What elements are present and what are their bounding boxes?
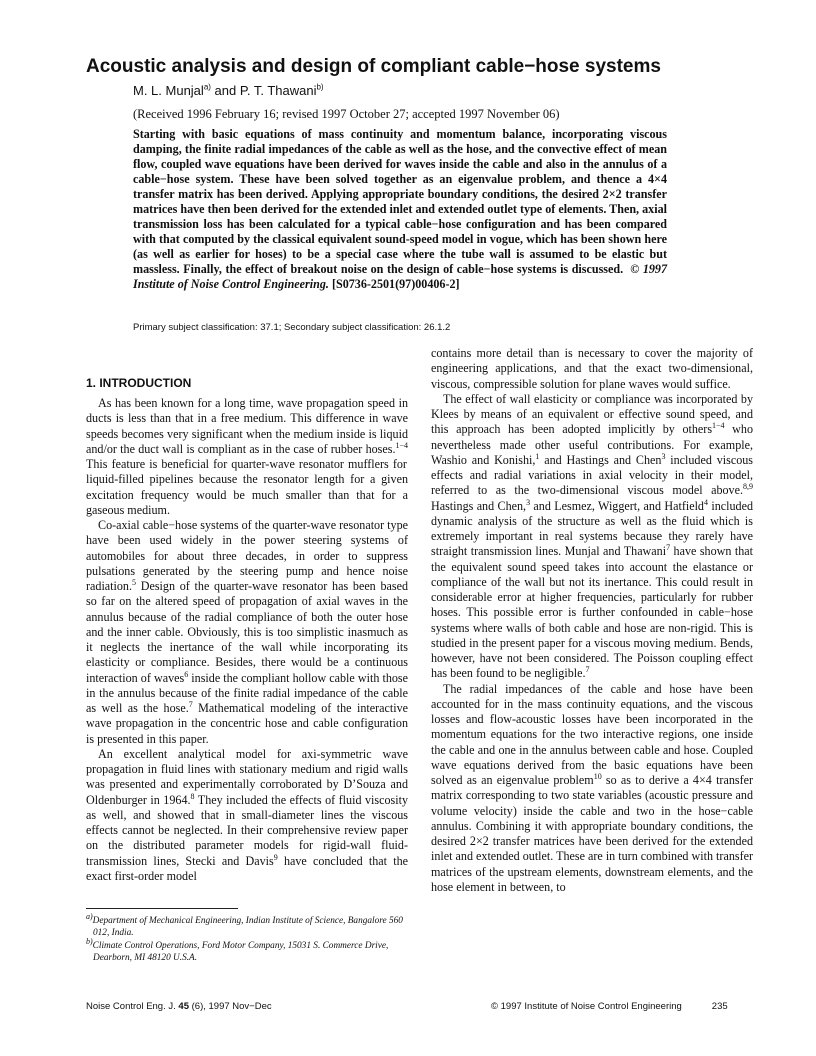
paragraph-text: The effect of wall elasticity or compliance was incorporated by Klees by means of an equivalent or effective sound speed, and this approach has been adopted implicitly by others	[431, 391, 753, 437]
paragraph-text: Design of the quarter-wave resonator has been based so far on the altered speed of propagation of axial waves in the annulus because of the radial compliance of both the outer hose and the inner cable. Obviously, this is too simplistic inasmuch as it neglects the inertance of the wall while incorporating its elasticity or compliance. Besides, there would be a continuous interaction of waves	[86, 579, 408, 685]
author-name: M. L. Munjal	[133, 83, 204, 98]
paragraph-text: An excellent analytical model for axi-symmetric wave propagation in fluid lines with stationary medium and rigid walls was presented and experimentally corroborated by D’Souza and Oldenburger in 1964.	[86, 746, 408, 807]
author-connector: and	[210, 83, 240, 98]
paragraph-text: They included the effects of fluid viscosity as well, and showed that in small-diameter lines the viscous effects cannot be neglected. In their comprehensive review paper on the distributed parameter models for rigid-wall fluid-transmission lines, Stecki and Davis	[86, 792, 408, 868]
reference-mark: 7	[666, 543, 671, 553]
paragraph-text: have concluded that the exact first-order model	[86, 853, 408, 883]
page-number: 235	[711, 1001, 728, 1012]
paragraph-text: Mathematical modeling of the interactive wave propagation in the concentric hose and cable configuration is presented in this paper.	[86, 701, 408, 746]
footer-copyright-line	[491, 1001, 728, 1013]
footnote-text: Department of Mechanical Engineering, Indian Institute of Science, Bangalore 560 012, India.	[92, 916, 403, 938]
reference-mark: 8,9	[743, 482, 753, 492]
received-dates: (Received 1996 February 16; revised 1997 October 27; accepted 1997 November 06)	[133, 107, 560, 121]
paragraph-text: contains more detail than is necessary to cover the majority of engineering applications, and that the exact two-dimensional, viscous, compressible solution for plane waves would suffice.	[431, 346, 753, 391]
body-paragraph	[431, 682, 753, 896]
body-paragraph	[86, 396, 408, 518]
subject-classification: Primary subject classification: 37.1; Secondary subject classification: 26.1.2	[133, 322, 451, 333]
reference-mark: 3	[661, 451, 666, 461]
paragraph-text: This feature is beneficial for quarter-wave resonator mufflers for liquid-filled pipelines because the resonator length for a given excitation frequency would be much smaller than that for a gaseous medium.	[86, 457, 408, 517]
paragraph-text: and Hastings and Chen	[539, 452, 662, 467]
reference-mark: 7	[188, 699, 193, 709]
author-affiliation-mark: a)	[203, 82, 211, 92]
author-line	[133, 83, 324, 99]
journal-volume: 45	[178, 1001, 189, 1012]
footnote-mark: b)	[86, 936, 93, 946]
paragraph-text: and Lesmez, Wiggert, and Hatfield	[530, 498, 704, 513]
abstract	[133, 127, 667, 292]
section-heading: 1. INTRODUCTION	[86, 376, 192, 390]
paragraph-text: As has been known for a long time, wave propagation speed in ducts is less than that in a free medium. This difference in wave speeds becomes very significant when the medium inside is liquid and/or the duct wall is compliant as in the case of rubber hoses.	[86, 396, 408, 456]
left-paragraphs	[86, 396, 408, 884]
paper-title: Acoustic analysis and design of compliant cable−hose systems	[86, 56, 661, 77]
footnote-rule	[86, 908, 238, 909]
reference-mark: 1	[535, 451, 540, 461]
reference-mark: 9	[273, 852, 278, 862]
reference-mark: 8	[190, 791, 195, 801]
author-affiliation-mark: b)	[316, 82, 324, 92]
paragraph-text: Co-axial cable−hose systems of the quarter-wave resonator type have been used widely in the power steering systems of automobiles for about three decades, in order to suppress pulsations generated by the steering pump and hence noise radiation.	[86, 518, 408, 593]
reference-mark: 5	[132, 577, 137, 587]
footnote-text: Climate Control Operations, Ford Motor Company, 15031 S. Commerce Drive, Dearborn, MI 48120 U.S.A.	[92, 941, 389, 963]
reference-mark: 4	[703, 497, 708, 507]
paragraph-text: so as to derive a 4×4 transfer matrix corresponding to two state variables (acoustic pressure and volume velocity) inside the cable and two in the hose−cable annulus. Combining it with appropriate boundary conditions, the desired 2×2 transfer matrices have been derived for the extended inlet and extended outlet. These are in turn combined with transfer matrices of the upstream elements, downstream elements, and the hose element in between, to	[431, 773, 753, 894]
paragraph-text: The radial impedances of the cable and hose have been accounted for in the mass continuity equations, and the viscous losses and flow-acoustic losses have been incorporated in the momentum equations for the two interactive regions, one inside the cable and one in the annulus between cable and hose. Coupled wave equations derived from the basic equations have been solved as an eigenvalue problem	[431, 681, 753, 787]
journal-citation	[86, 1001, 272, 1013]
reference-mark: 10	[593, 771, 602, 781]
abstract-code: [S0736-2501(97)00406-2]	[331, 277, 460, 291]
paragraph-text: Hastings and Chen,	[431, 498, 527, 513]
abstract-text: Starting with basic equations of mass continuity and momentum balance, incorporating viscous damping, the finite radial impedances of the cable as well as the hose, and the convective effect of mean flow, coupled wave equations have been derived for waves inside the cable and also in the annulus of a cable−hose system. These have been solved together as an eigenvalue problem, and thence a 4×4 transfer matrix has been derived. Applying appropriate boundary conditions, the desired 2×2 transfer matrices have then been derived for the extended inlet and extended outlet type of elements. Then, axial transmission loss has been calculated for a typical cable−hose configuration and has been compared with that computed by the classical equivalent sound-speed model in vogue, which has been shown here (as well as earlier for hoses) to be a special case where the tube wall is assumed to be elastic but massless. Finally, the effect of breakout noise on the design of cable−hose systems is discussed.	[133, 127, 667, 276]
paragraph-text: have shown that the equivalent sound speed takes into account the elastance or compliance of the wall but not its inertance. This could result in considerable error at higher frequencies, particularly for rubber hoses. This possible error is further confounded in cable−hose systems where walls of both cable and hose are non-rigid. This is studied in the present paper for a viscous moving medium. Bends, however, have not been considered. The Poisson coupling effect has been found to be negligible.	[431, 544, 753, 681]
body-paragraph	[431, 346, 753, 392]
footnote	[86, 911, 415, 939]
footer-copyright: © 1997 Institute of Noise Control Engineering	[491, 1001, 682, 1012]
reference-mark: 1−4	[395, 440, 408, 450]
reference-mark: 1−4	[712, 421, 725, 431]
journal-issue-date: (6), 1997 Nov−Dec	[188, 1001, 272, 1012]
reference-mark: 7	[585, 665, 590, 675]
right-paragraphs	[431, 346, 753, 895]
author-name: P. T. Thawani	[239, 83, 317, 98]
reference-mark: 3	[526, 497, 531, 507]
footnote	[86, 936, 415, 964]
paragraph-text: inside the compliant hollow cable with those in the annulus because of the finite radial impedance of the cable as well as the hose.	[86, 670, 409, 715]
right-column	[431, 346, 753, 895]
body-paragraph	[86, 747, 408, 884]
left-column	[86, 358, 408, 884]
footnote-mark: a)	[86, 911, 93, 921]
paragraph-text: included dynamic analysis of the structure as well as the fluid which is extremely important in real systems because they rarely have straight transmission lines. Munjal and Thawani	[431, 498, 753, 559]
journal-name: Noise Control Eng. J.	[86, 1001, 176, 1012]
reference-mark: 6	[184, 669, 189, 679]
body-paragraph	[86, 518, 408, 747]
paragraph-text: included viscous effects and radial variations in axial velocity in their model, referred to as the two-dimensional viscous model above.	[431, 452, 753, 498]
abstract-copyright: © 1997 Institute of Noise Control Engineering.	[133, 262, 668, 291]
body-paragraph	[431, 392, 753, 682]
paragraph-text: who nevertheless made other useful contributions. For example, Washio and Konishi,	[431, 422, 753, 467]
